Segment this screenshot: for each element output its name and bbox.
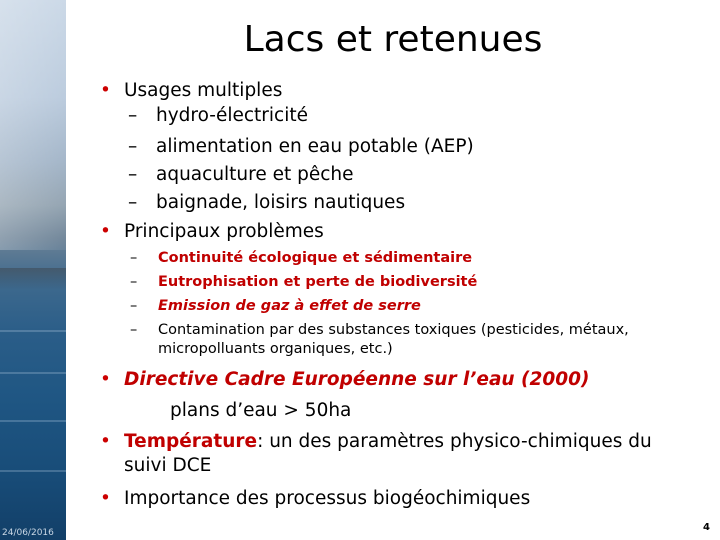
dash-marker: – <box>130 250 138 266</box>
slide-date: 24/06/2016 <box>2 528 54 538</box>
water-glint <box>0 372 66 374</box>
temperature-text <box>124 430 679 478</box>
water-glint <box>0 470 66 472</box>
problems-heading: Principaux problèmes <box>124 221 324 242</box>
dash-marker: – <box>128 136 138 157</box>
bullet-marker: • <box>100 488 111 509</box>
page-number: 4 <box>703 522 710 533</box>
dash-marker: – <box>130 322 138 338</box>
problem-text: Contamination par des substances toxiques (pesticides, métaux, micropolluants organiques, etc.) <box>158 322 629 357</box>
processes-text: Importance des processus biogéochimiques <box>124 488 531 509</box>
dash-marker: – <box>130 298 138 314</box>
sky-haze <box>0 0 66 250</box>
usage-text: hydro-électricité <box>156 105 308 126</box>
slide-title: Lacs et retenues <box>243 19 543 60</box>
bullet-marker: • <box>100 221 111 242</box>
temperature-label: Température <box>124 431 258 452</box>
lake-photo-sidebar <box>0 0 66 540</box>
distant-shoreline <box>0 268 66 290</box>
dash-marker: – <box>128 192 138 213</box>
usages-heading: Usages multiples <box>124 80 283 101</box>
problem-text: Emission de gaz à effet de serre <box>158 298 421 314</box>
usage-text: aquaculture et pêche <box>156 164 354 185</box>
dash-marker: – <box>128 164 138 185</box>
problem-text: Eutrophisation et perte de biodiversité <box>158 274 478 290</box>
usage-text: baignade, loisirs nautiques <box>156 192 406 213</box>
bullet-marker: • <box>100 80 111 101</box>
dash-marker: – <box>130 274 138 290</box>
bullet-marker: • <box>100 369 111 390</box>
water-glint <box>0 330 66 332</box>
problem-text: Continuité écologique et sédimentaire <box>158 250 473 266</box>
bullet-marker: • <box>100 431 111 452</box>
temperature-rest: : un des paramètres physico-chimiques du suivi DCE <box>124 431 652 476</box>
dce-heading: Directive Cadre Européenne sur l’eau (2000) <box>124 369 590 390</box>
water-glint <box>0 420 66 422</box>
dce-detail: plans d’eau > 50ha <box>170 400 352 421</box>
dash-marker: – <box>128 105 138 126</box>
usage-text: alimentation en eau potable (AEP) <box>156 136 474 157</box>
